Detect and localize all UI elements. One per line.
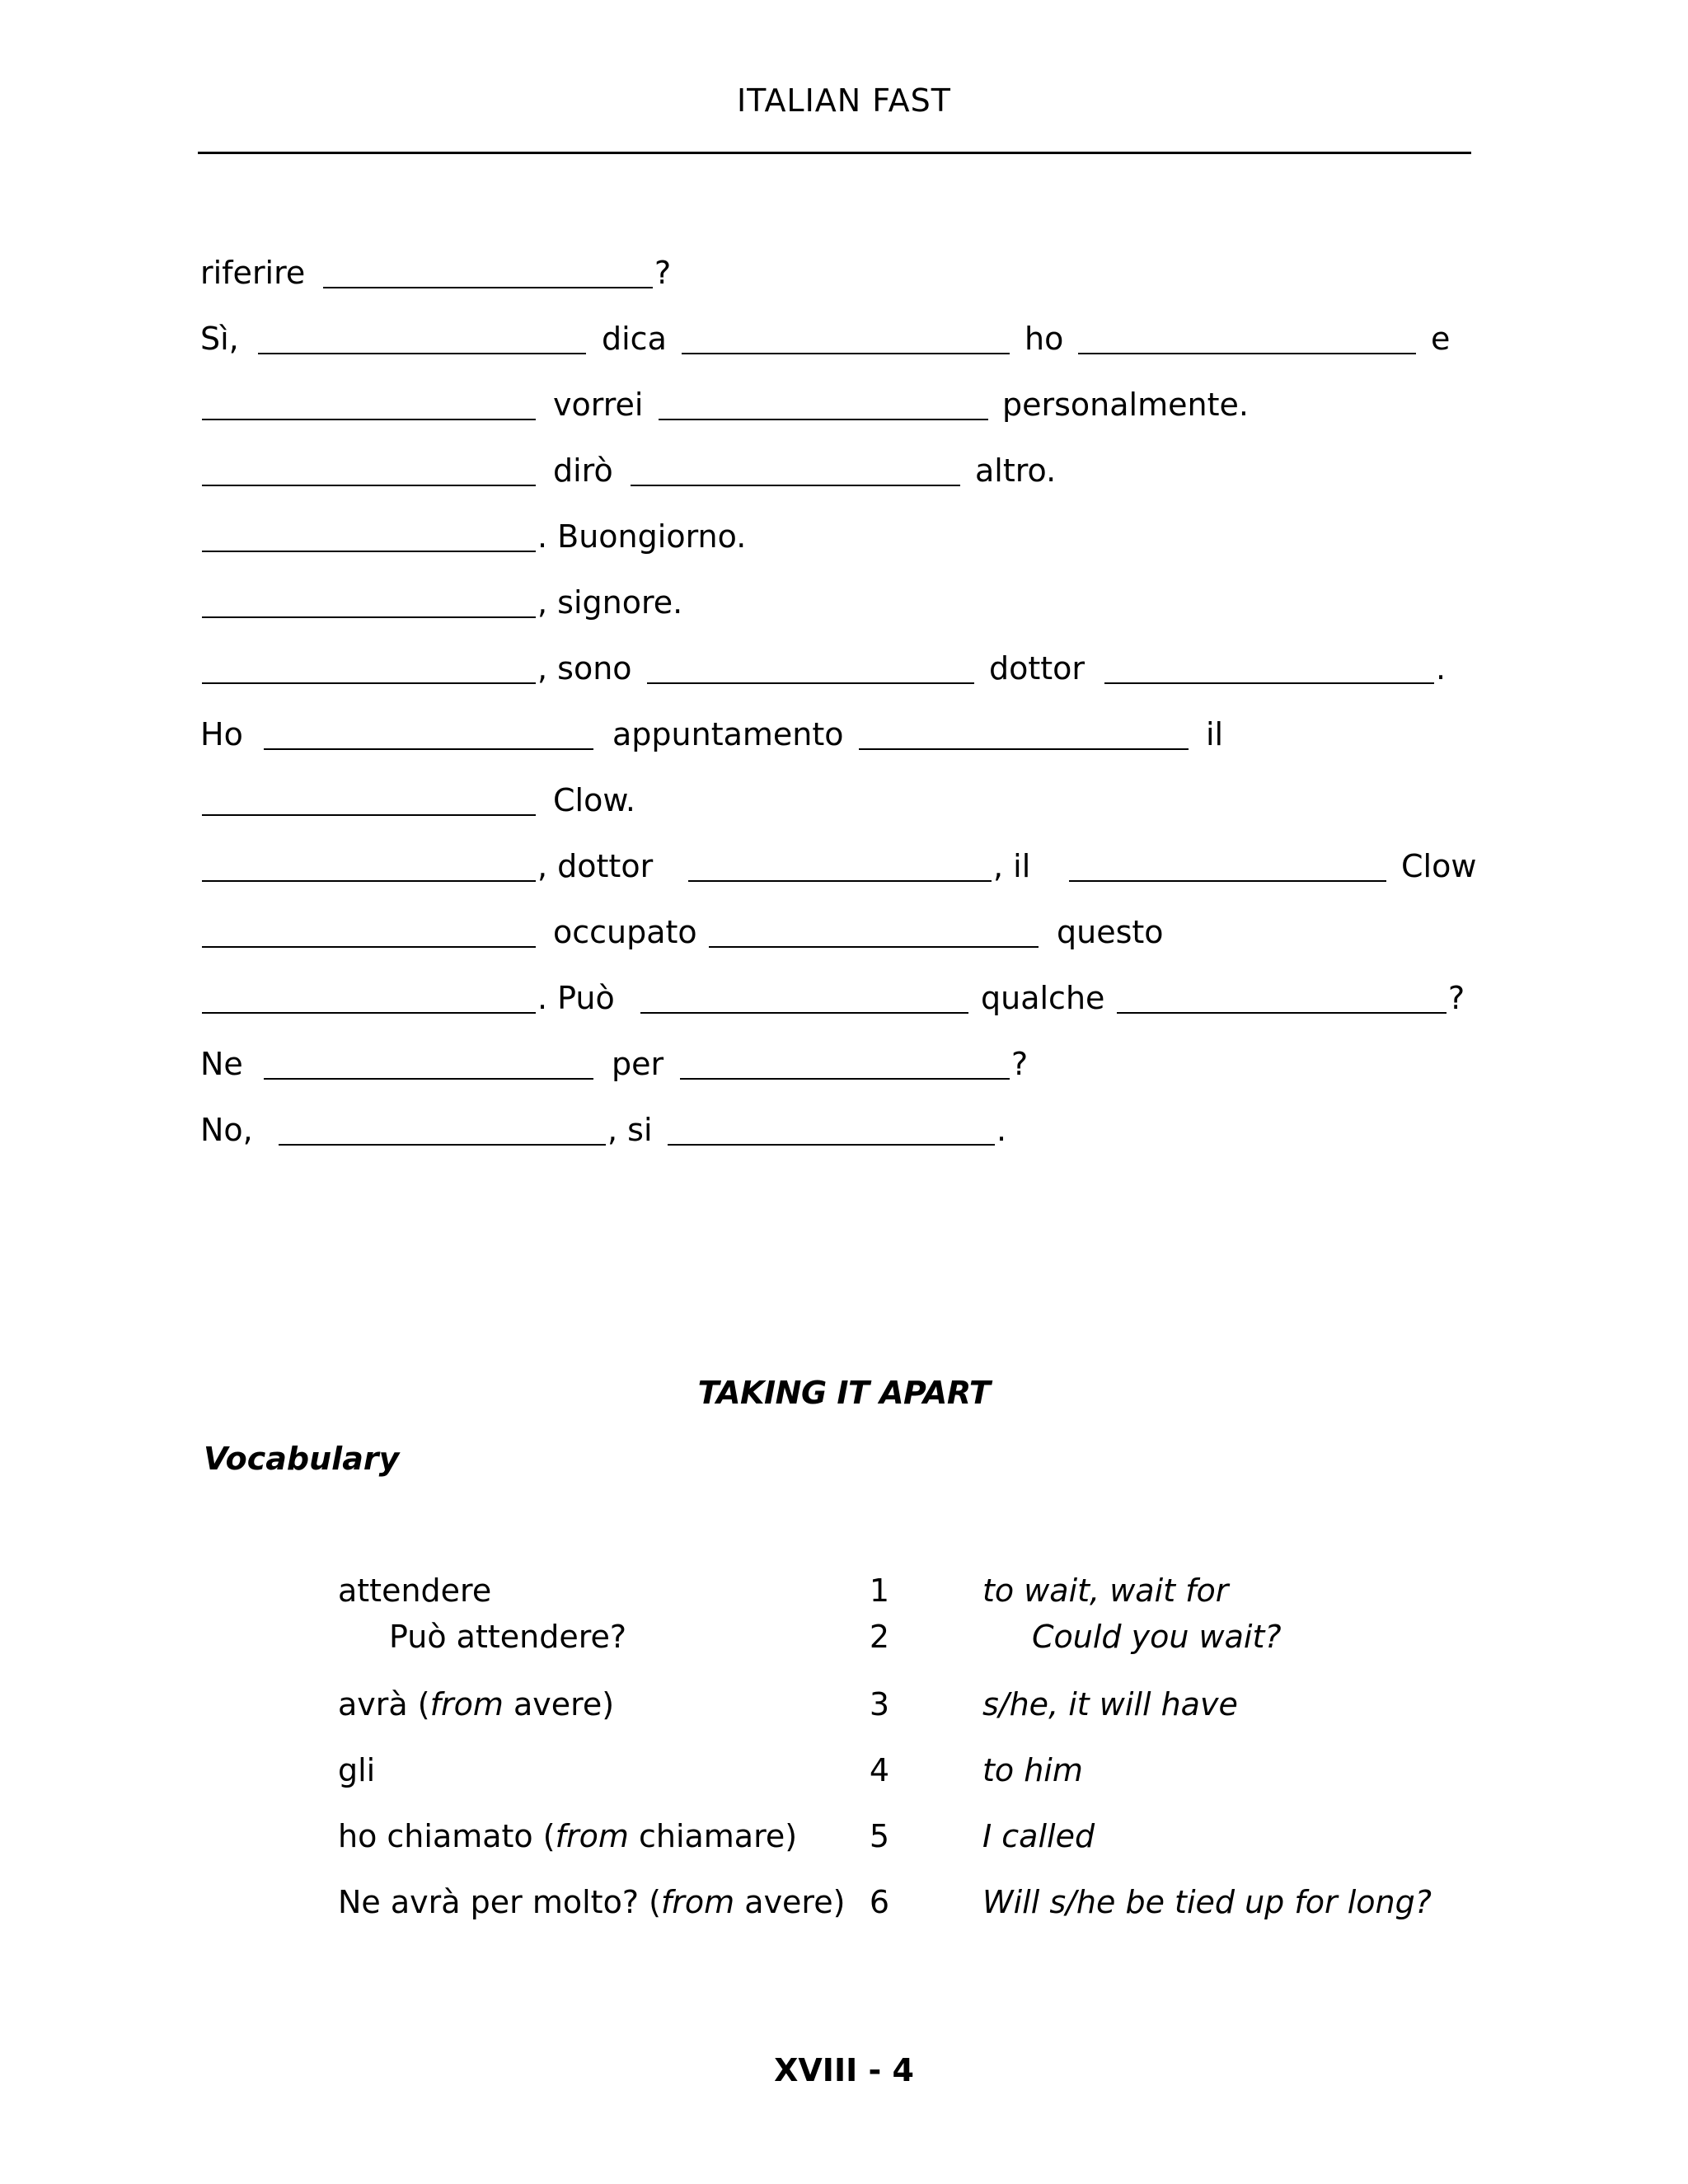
- exercise-word: , dottor: [537, 848, 654, 884]
- answer-blank[interactable]: [202, 419, 536, 420]
- exercise-word: ?: [654, 255, 672, 291]
- vocab-row: [0, 1572, 1688, 1619]
- english-gloss: Will s/he be tied up for long?: [982, 1884, 1432, 1920]
- vocab-row: [0, 1818, 1688, 1864]
- answer-blank[interactable]: [1104, 682, 1434, 684]
- exercise-line: [0, 384, 1688, 434]
- answer-blank[interactable]: [202, 946, 536, 948]
- english-gloss: to wait, wait for: [982, 1572, 1229, 1609]
- answer-blank[interactable]: [264, 748, 593, 750]
- answer-blank[interactable]: [202, 814, 536, 816]
- answer-blank[interactable]: [682, 353, 1010, 354]
- exercise-word: .: [1436, 650, 1447, 687]
- exercise-word: ?: [1011, 1046, 1029, 1082]
- english-gloss: I called: [982, 1818, 1095, 1854]
- vocab-row: [0, 1884, 1688, 1930]
- vocabulary-heading: Vocabulary: [204, 1441, 400, 1477]
- english-gloss: s/he, it will have: [982, 1686, 1238, 1722]
- english-gloss: to him: [982, 1752, 1083, 1788]
- answer-blank[interactable]: [640, 1012, 968, 1014]
- exercise-word: Ne: [200, 1046, 243, 1082]
- italian-term: Ne avrà per molto? (from avere): [338, 1884, 846, 1920]
- vocab-number: 5: [869, 1818, 890, 1854]
- answer-blank[interactable]: [1117, 1012, 1447, 1014]
- exercise-word: il: [1206, 716, 1224, 752]
- answer-blank[interactable]: [659, 419, 988, 420]
- italian-term: gli: [338, 1752, 376, 1788]
- exercise-word: dottor: [989, 650, 1085, 687]
- exercise-line: [0, 648, 1688, 697]
- exercise-line: [0, 516, 1688, 565]
- exercise-word: , si: [607, 1112, 653, 1148]
- answer-blank[interactable]: [709, 946, 1039, 948]
- answer-blank[interactable]: [264, 1078, 593, 1080]
- english-gloss: Could you wait?: [1032, 1619, 1282, 1655]
- exercise-word: e: [1431, 321, 1451, 357]
- answer-blank[interactable]: [279, 1144, 606, 1146]
- answer-blank[interactable]: [1069, 880, 1386, 882]
- vocab-row: [0, 1619, 1688, 1665]
- exercise-word: Clow: [1401, 848, 1477, 884]
- answer-blank[interactable]: [202, 616, 536, 618]
- vocab-row: [0, 1686, 1688, 1732]
- page-number: XVIII - 4: [774, 2052, 914, 2088]
- exercise-word: No,: [200, 1112, 253, 1148]
- vocab-number: 6: [869, 1884, 890, 1920]
- exercise-word: ho: [1025, 321, 1064, 357]
- exercise-word: qualche: [981, 980, 1105, 1016]
- exercise-word: riferire: [200, 255, 306, 291]
- vocab-number: 2: [869, 1619, 890, 1655]
- exercise-line: [0, 252, 1688, 302]
- vocab-number: 4: [869, 1752, 890, 1788]
- exercise-word: .: [996, 1112, 1007, 1148]
- exercise-line: [0, 714, 1688, 763]
- header-rule: [198, 152, 1471, 154]
- exercise-line: [0, 450, 1688, 499]
- answer-blank[interactable]: [631, 485, 960, 486]
- vocab-number: 1: [869, 1572, 890, 1609]
- italian-term: attendere: [338, 1572, 492, 1609]
- exercise-line: [0, 582, 1688, 631]
- italian-term: ho chiamato (from chiamare): [338, 1818, 798, 1854]
- exercise-word: . Può: [537, 980, 615, 1016]
- exercise-word: per: [612, 1046, 664, 1082]
- exercise-word: Ho: [200, 716, 243, 752]
- exercise-word: Clow.: [553, 782, 636, 818]
- exercise-line: [0, 318, 1688, 368]
- answer-blank[interactable]: [859, 748, 1189, 750]
- vocab-row: [0, 1752, 1688, 1798]
- exercise-word: Sì,: [200, 321, 239, 357]
- exercise-line: [0, 780, 1688, 829]
- answer-blank[interactable]: [258, 353, 586, 354]
- exercise-word: dirò: [553, 452, 613, 489]
- italian-term: avrà (from avere): [338, 1686, 615, 1722]
- answer-blank[interactable]: [647, 682, 974, 684]
- exercise-word: , il: [993, 848, 1031, 884]
- vocab-number: 3: [869, 1686, 890, 1722]
- exercise-line: [0, 846, 1688, 895]
- section-title: TAKING IT APART: [697, 1375, 991, 1411]
- answer-blank[interactable]: [323, 287, 653, 288]
- answer-blank[interactable]: [202, 880, 536, 882]
- answer-blank[interactable]: [202, 1012, 536, 1014]
- exercise-word: . Buongiorno.: [537, 518, 747, 555]
- answer-blank[interactable]: [1078, 353, 1416, 354]
- answer-blank[interactable]: [202, 551, 536, 552]
- italian-term: Può attendere?: [389, 1619, 627, 1655]
- exercise-line: [0, 1109, 1688, 1159]
- exercise-word: altro.: [975, 452, 1057, 489]
- exercise-word: vorrei: [553, 387, 644, 423]
- answer-blank[interactable]: [668, 1144, 995, 1146]
- exercise-word: dica: [602, 321, 667, 357]
- exercise-word: appuntamento: [612, 716, 844, 752]
- exercise-word: questo: [1057, 914, 1164, 950]
- exercise-word: occupato: [553, 914, 697, 950]
- answer-blank[interactable]: [202, 682, 536, 684]
- answer-blank[interactable]: [688, 880, 992, 882]
- exercise-line: [0, 1043, 1688, 1093]
- exercise-word: , signore.: [537, 584, 683, 621]
- running-header: ITALIAN FAST: [736, 82, 952, 119]
- exercise-word: ?: [1448, 980, 1465, 1016]
- exercise-word: personalmente.: [1002, 387, 1249, 423]
- answer-blank[interactable]: [680, 1078, 1010, 1080]
- exercise-word: , sono: [537, 650, 632, 687]
- exercise-line: [0, 912, 1688, 961]
- exercise-line: [0, 977, 1688, 1027]
- answer-blank[interactable]: [202, 485, 536, 486]
